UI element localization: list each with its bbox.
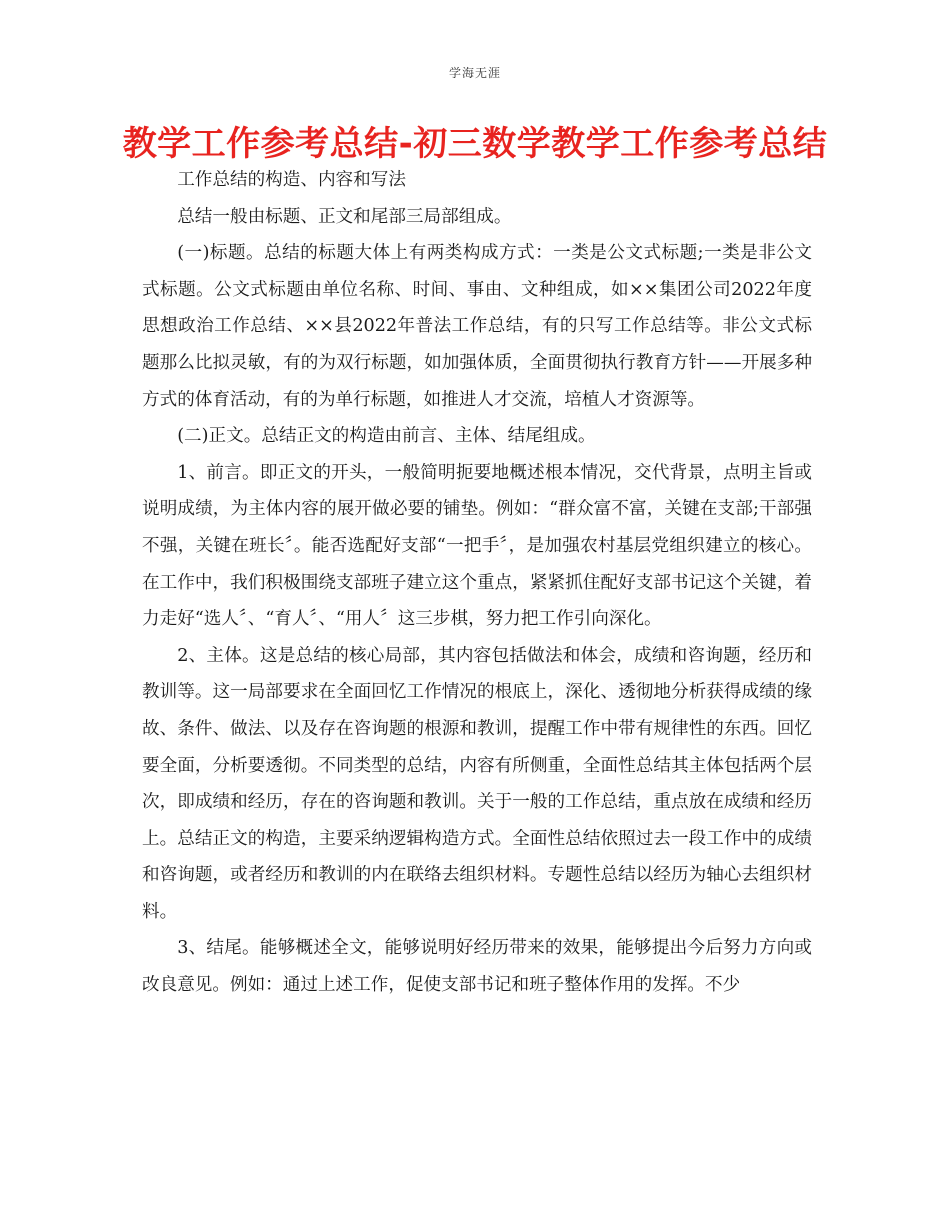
paragraph: 2、主体。这是总结的核心局部，其内容包括做法和体会，成绩和咨询题，经历和教训等。这一局部要求在全面回忆工作情况的根底上，深化、透彻地分析获得成绩的缘故、条件、做法、以及存在咨询题的根源和教训，提醒工作中带有规律性的东西。回忆要全面，分析要透彻。不同类型的总结，内容有所侧重，全面性总结其主体包括两个层次，即成绩和经历，存在的咨询题和教训。关于一般的工作总结，重点放在成绩和经历上。总结正文的构造，主要采纳逻辑构造方式。全面性总结依照过去一段工作中的成绩和咨询题，或者经历和教训的内在联络去组织材料。专题性总结以经历为轴心去组织材料。: [142, 645, 812, 922]
paragraph: 总结一般由标题、正文和尾部三局部组成。: [177, 206, 512, 227]
paragraph: 3、结尾。能够概述全文，能够说明好经历带来的效果，能够提出今后努力方向或改良意见。例如：通过上述工作，促使支部书记和班子整体作用的发挥。不少: [142, 938, 812, 996]
paragraph: 1、前言。即正文的开头，一般简明扼要地概述根本情况，交代背景，点明主旨或说明成绩，为主体内容的展开做必要的铺垫。例如：“群众富不富，关键在支部;干部强不强，关键在班长〞。能否选配好支部“一把手〞，是加强农村基层党组织建立的核心。在工作中，我们积极围绕支部班子建立这个重点，紧紧抓住配好支部书记这个关键，着力走好“选人〞、“育人〞、“用人〞这三步棋，努力把工作引向深化。: [142, 462, 812, 630]
paragraph: 工作总结的构造、内容和写法: [177, 170, 406, 190]
paragraph: (一)标题。总结的标题大体上有两类构成方式：一类是公文式标题;一类是非公文式标题。公文式标题由单位名称、时间、事由、文种组成，如××集团公司2022年度思想政治工作总结、××县2022年普法工作总结，有的只写工作总结等。非公文式标题那么比拟灵敏，有的为双行标题，如加强体质，全面贯彻执行教育方针——开展多种方式的体育活动，有的为单行标题，如推进人才交流，培植人才资源等。: [142, 243, 812, 410]
paragraph: (二)正文。总结正文的构造由前言、主体、结尾组成。: [177, 426, 596, 447]
header-note: 学海无涯: [448, 66, 501, 80]
document-body: [142, 162, 812, 1004]
document-title: 教学工作参考总结-初三数学教学工作参考总结: [122, 124, 828, 164]
